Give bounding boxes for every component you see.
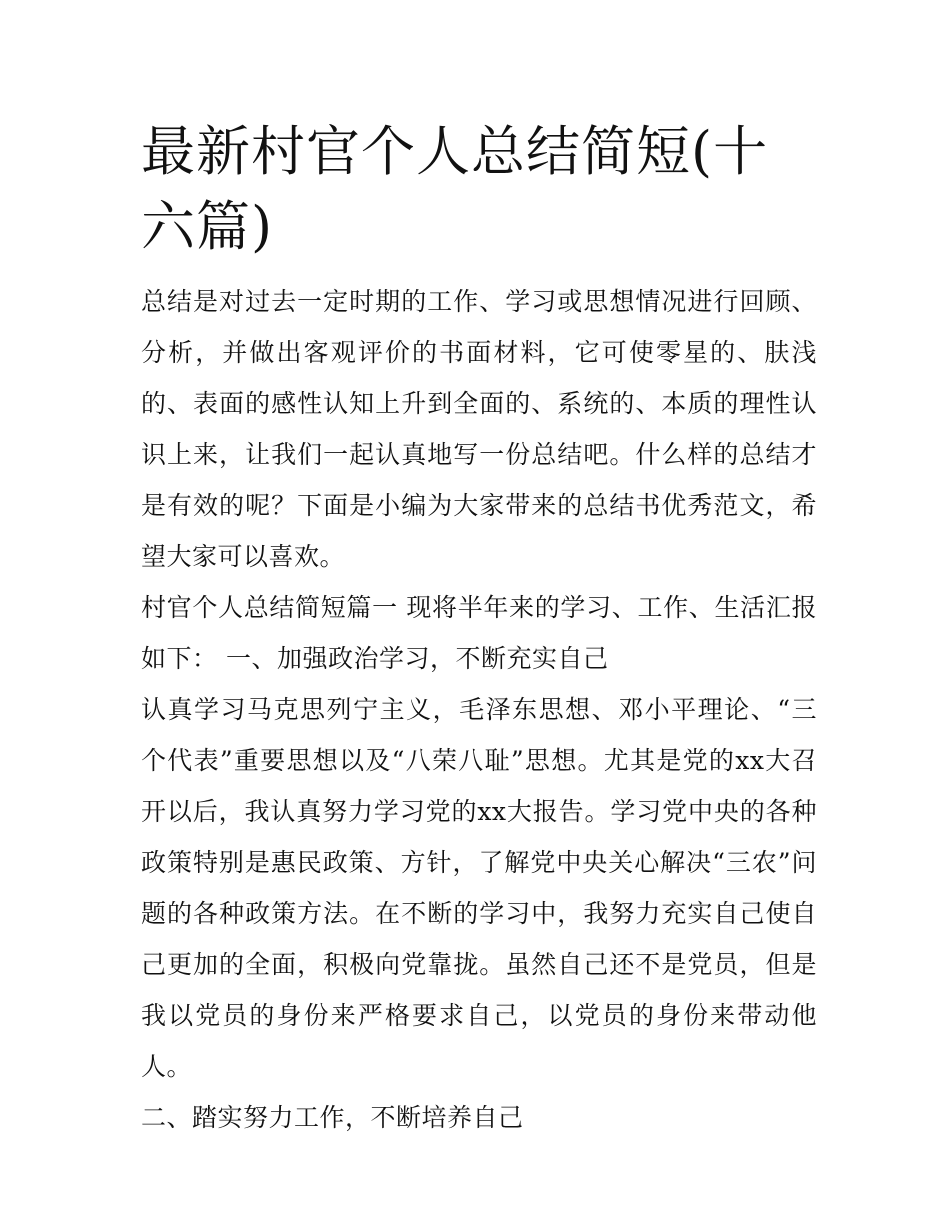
subheading-paragraph: 二、踏实努力工作，不断培养自己 [141,1103,524,1132]
document-body [141,276,817,1143]
document-title: 最新村官个人总结简短(十六篇) [141,120,769,258]
section-heading-paragraph: 村官个人总结简短篇一 现将半年来的学习、工作、生活汇报如下： 一、加强政治学习，不断充实自己 [141,593,817,673]
study-paragraph: 认真学习马克思列宁主义，毛泽东思想、邓小平理论、“三个代表”重要思想以及“八荣八耻”思想。尤其是党的xx大召开以后，我认真努力学习党的xx大报告。学习党中央的各种政策特别是惠民政策、方针，了解党中央关心解决“三农”问题的各种政策方法。在不断的学习中，我努力充实自己使自己更加的全面，积极向党靠拢。虽然自己还不是党员，但是我以党员的身份来严格要求自己，以党员的身份来带动他人。 [141,695,817,1081]
intro-paragraph: 总结是对过去一定时期的工作、学习或思想情况进行回顾、分析，并做出客观评价的书面材料，它可使零星的、肤浅的、表面的感性认知上升到全面的、系统的、本质的理性认识上来，让我们一起认真地写一份总结吧。什么样的总结才是有效的呢？下面是小编为大家带来的总结书优秀范文，希望大家可以喜欢。 [141,287,817,571]
